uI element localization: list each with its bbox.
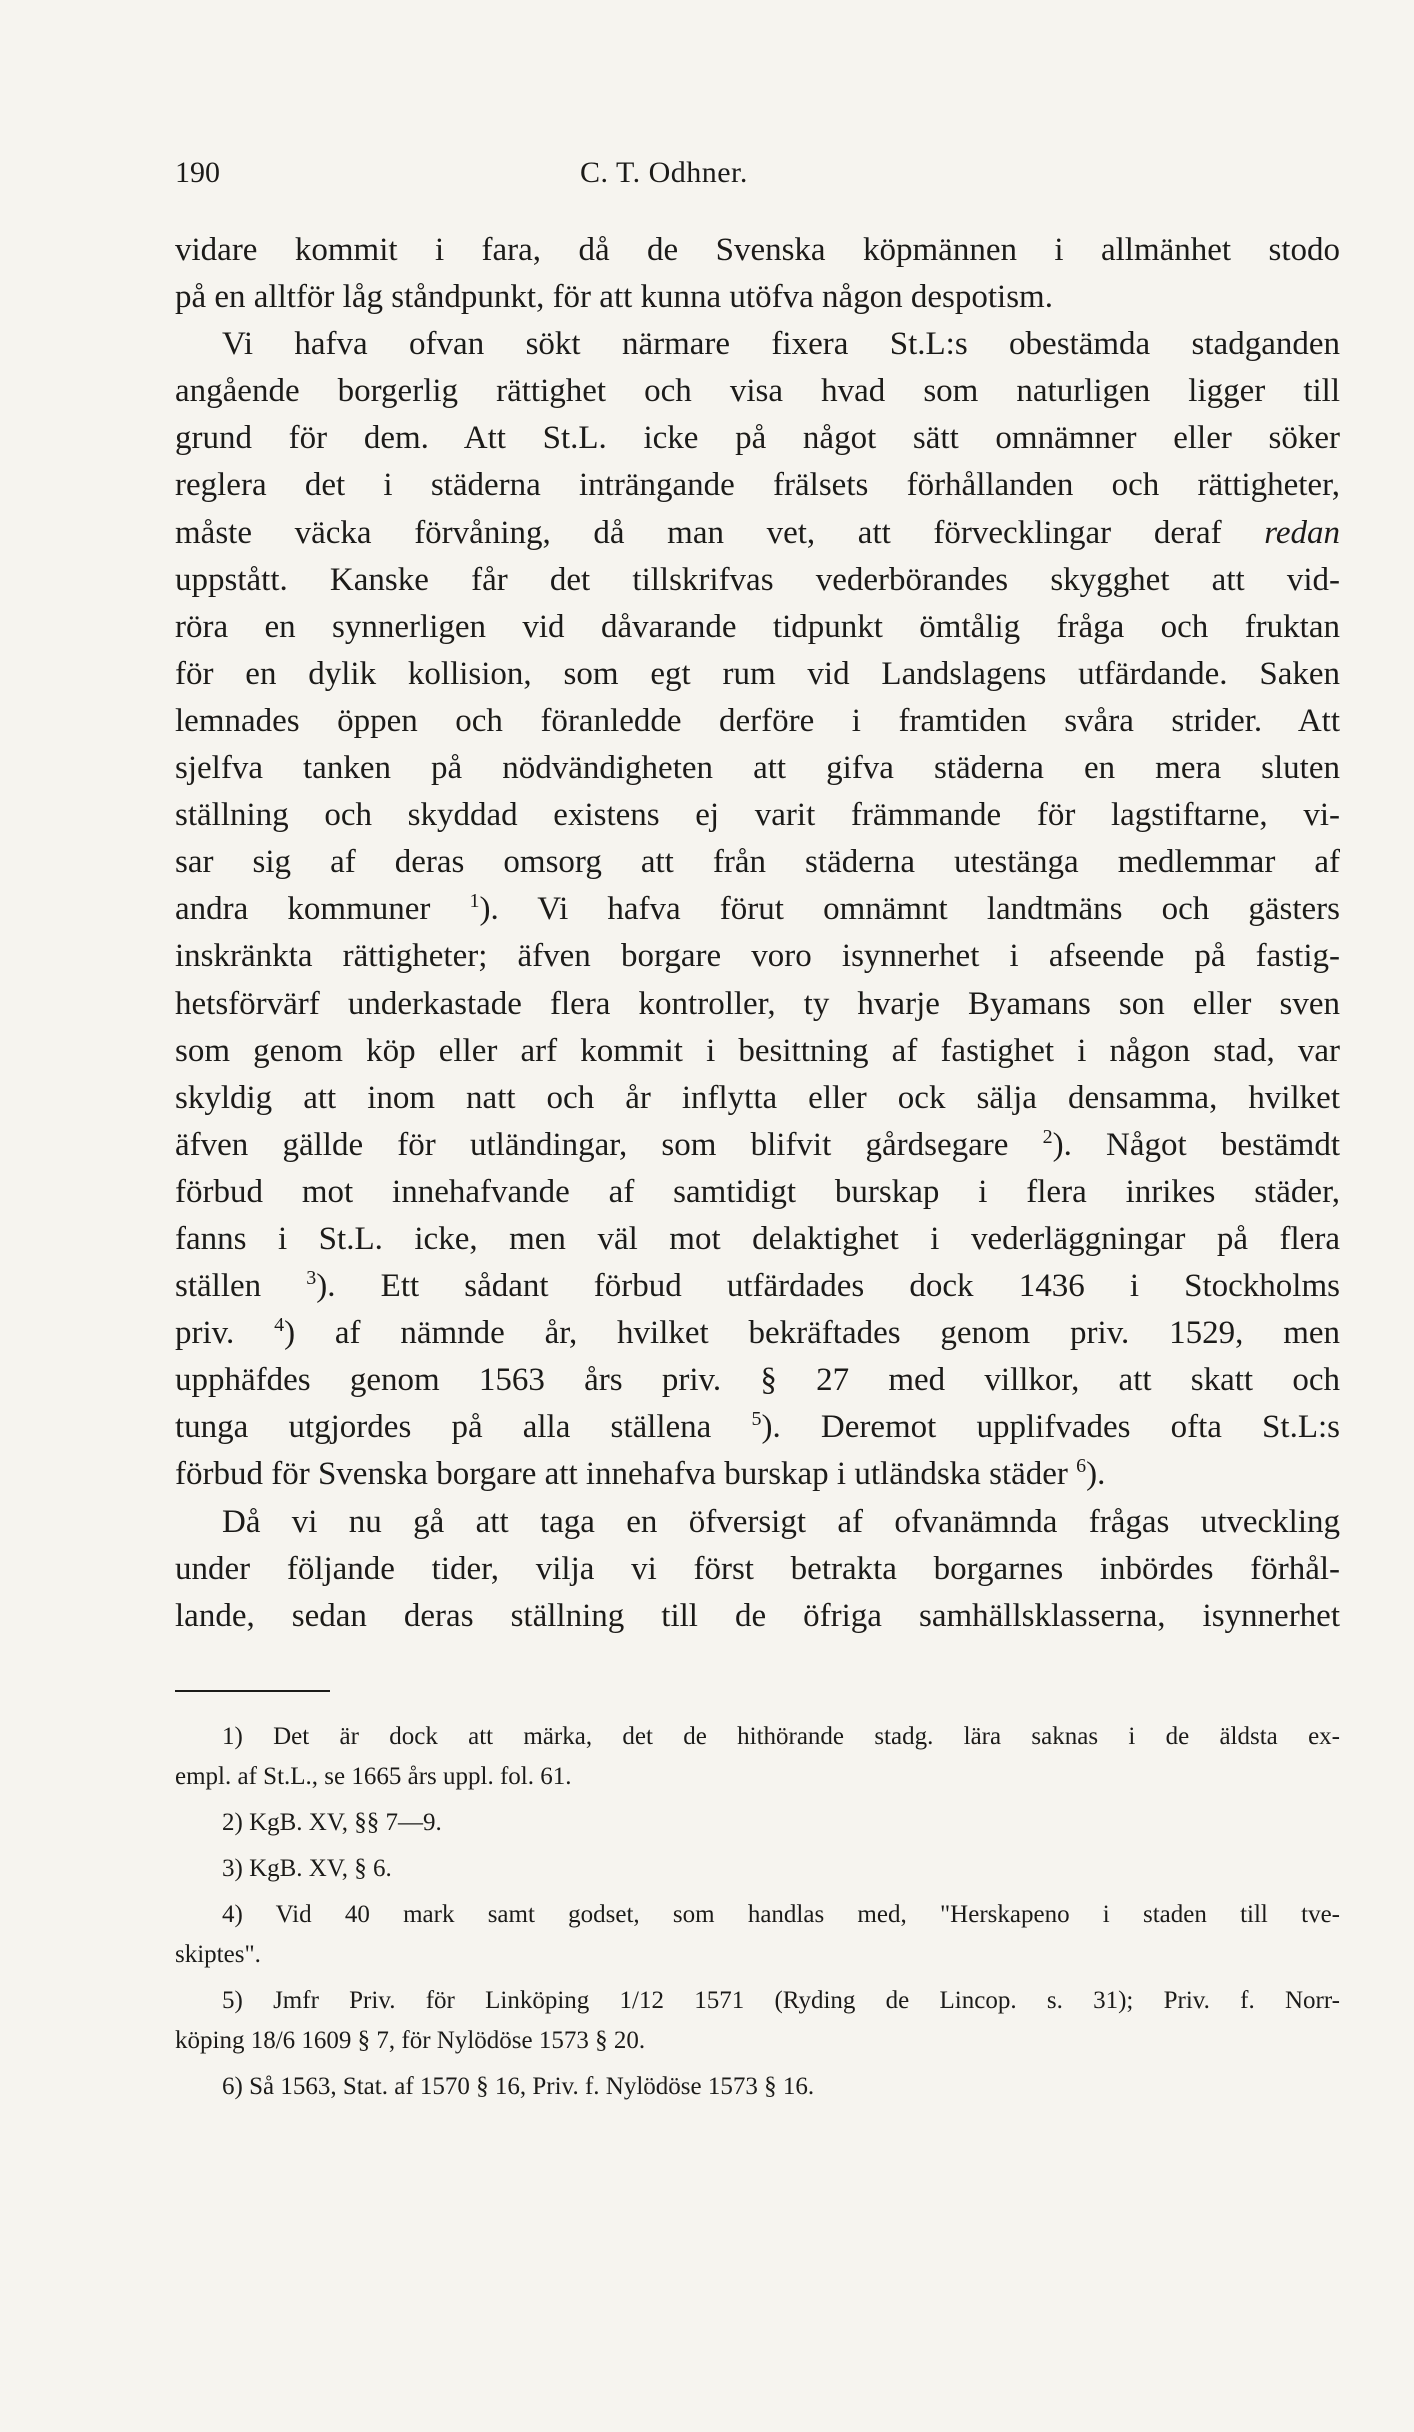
footnote-mark: 1 bbox=[469, 890, 480, 913]
text-line: sar sig af deras omsorg att från städerna utestänga medlemmar af bbox=[175, 844, 1340, 881]
footnote-line bbox=[175, 2021, 1340, 2061]
text-line: skyldig att inom natt och år inflytta eller ock sälja densamma, hvilket bbox=[175, 1079, 1340, 1116]
text-segment: ställen bbox=[175, 1268, 307, 1305]
footnote-1 bbox=[175, 1717, 1340, 1797]
paragraph bbox=[175, 321, 1340, 1498]
text-segment: andra kommuner bbox=[175, 891, 470, 928]
text-line: vidare kommit i fara, då de Svenska köpmännen i allmänhet stodo bbox=[175, 232, 1340, 268]
text-segment: 1609 § 7, för Nylödöse 1573 § 20. bbox=[295, 2027, 646, 2054]
footnote-line: empl. af St.L., se 1665 års uppl. fol. 61. bbox=[175, 1763, 572, 1790]
text-segment: ) af nämnde år, hvilket bekräftades genom priv. 1529, men bbox=[284, 1315, 1341, 1352]
footnote-mark: 3 bbox=[306, 1267, 317, 1290]
text-line: uppstått. Kanske får det tillskrifvas vederbörandes skygghet att vid- bbox=[175, 561, 1340, 598]
text-line: upphäfdes genom 1563 års priv. § 27 med villkor, att skatt och bbox=[175, 1362, 1340, 1399]
running-title: C. T. Odhner. bbox=[580, 156, 748, 189]
footnote-line: skiptes". bbox=[175, 1941, 261, 1968]
text-line: lemnades öppen och föranledde derföre i framtiden svåra strider. Att bbox=[175, 702, 1340, 739]
text-line bbox=[175, 1263, 1340, 1310]
footnote-line: 6) Så 1563, Stat. af 1570 § 16, Priv. f. Nylödöse 1573 § 16. bbox=[222, 2073, 815, 2100]
text-segment: måste väcka förvåning, då man vet, att förvecklingar deraf bbox=[175, 514, 1265, 551]
page-number: 190 bbox=[175, 156, 220, 189]
text-line bbox=[175, 1122, 1340, 1169]
text-segment: 1571 (Ryding de Lincop. s. 31); Priv. f. Norr- bbox=[663, 1987, 1341, 2014]
text-segment: äfven gällde för utländingar, som blifvit gårdsegare bbox=[175, 1126, 1043, 1163]
text-segment: ). bbox=[1086, 1456, 1106, 1493]
text-segment: köping bbox=[175, 2027, 251, 2054]
footnote-6 bbox=[175, 2067, 1340, 2107]
text-segment: priv. bbox=[175, 1315, 275, 1352]
text-segment: ). Ett sådant förbud utfärdades dock 1436 i Stockholms bbox=[316, 1268, 1340, 1305]
footnote-line: 1) Det är dock att märka, det de hithörande stadg. lära saknas i de äldsta ex- bbox=[222, 1723, 1340, 1750]
text-line: röra en synnerligen vid dåvarande tidpunkt ömtålig fråga och fruktan bbox=[175, 608, 1340, 645]
text-line bbox=[175, 886, 1340, 933]
text-line: förbud mot innehafvande af samtidigt burskap i flera inrikes städer, bbox=[175, 1173, 1340, 1210]
text-line: sjelfva tanken på nödvändigheten att gifva städerna en mera sluten bbox=[175, 750, 1340, 787]
paragraph bbox=[175, 227, 1340, 321]
main-text bbox=[175, 227, 1340, 1640]
page-header bbox=[175, 156, 1340, 196]
footnote-line: 3) KgB. XV, § 6. bbox=[222, 1855, 392, 1882]
text-line bbox=[175, 510, 1340, 557]
footnote-mark: 6 bbox=[1076, 1455, 1087, 1478]
text-segment: förbud för Svenska borgare att innehafva burskap i utländska städer bbox=[175, 1456, 1077, 1493]
text-line: Vi hafva ofvan sökt närmare fixera St.L:s obestämda stadganden bbox=[222, 326, 1340, 363]
date-fraction: 18/6 bbox=[250, 2027, 296, 2054]
footnote-mark: 5 bbox=[751, 1408, 762, 1431]
footnote-4 bbox=[175, 1895, 1340, 1975]
text-line: fanns i St.L. icke, men väl mot delaktighet i vederläggningar på flera bbox=[175, 1220, 1340, 1257]
date-fraction: 1/12 bbox=[619, 1987, 664, 2014]
text-line: för en dylik kollision, som egt rum vid Landslagens utfärdande. Saken bbox=[175, 655, 1340, 692]
text-line: angående borgerlig rättighet och visa hvad som naturligen ligger till bbox=[175, 373, 1340, 410]
text-segment: ). Deremot upplifvades ofta St.L:s bbox=[761, 1409, 1341, 1446]
text-line: inskränkta rättigheter; äfven borgare voro isynnerhet i afseende på fastig- bbox=[175, 938, 1340, 975]
footnote-mark: 4 bbox=[274, 1314, 285, 1337]
text-line: hetsförvärf underkastade flera kontroller, ty hvarje Byamans son eller sven bbox=[175, 985, 1340, 1022]
text-segment: ). Vi hafva förut omnämnt landtmäns och gästers bbox=[479, 891, 1340, 928]
text-segment: tunga utgjordes på alla ställena bbox=[175, 1409, 752, 1446]
text-line: ställning och skyddad existens ej varit främmande för lagstiftarne, vi- bbox=[175, 797, 1340, 834]
paragraph bbox=[175, 1499, 1340, 1640]
footnote-5 bbox=[175, 1981, 1340, 2061]
footnote-3 bbox=[175, 1849, 1340, 1889]
text-segment: ). Något bestämdt bbox=[1052, 1126, 1340, 1163]
text-line: Då vi nu gå att taga en öfversigt af ofvanämnda frågas utveckling bbox=[222, 1503, 1340, 1540]
footnote-separator bbox=[175, 1690, 330, 1692]
footnotes bbox=[175, 1717, 1340, 2113]
footnote-line: 4) Vid 40 mark samt godset, som handlas med, "Herskapeno i staden till tve- bbox=[222, 1901, 1340, 1928]
footnote-line: 2) KgB. XV, §§ 7—9. bbox=[222, 1809, 442, 1836]
text-line bbox=[175, 1404, 1340, 1451]
text-line: som genom köp eller arf kommit i besittning af fastighet i någon stad, var bbox=[175, 1032, 1340, 1069]
footnote-mark: 2 bbox=[1042, 1125, 1053, 1148]
text-line bbox=[175, 1310, 1340, 1357]
text-line: på en alltför låg ståndpunkt, för att kunna utöfva någon despotism. bbox=[175, 279, 1053, 316]
text-line: lande, sedan deras ställning till de öfriga samhällsklasserna, isynnerhet bbox=[175, 1597, 1340, 1634]
text-line: under följande tider, vilja vi först betrakta borgarnes inbördes förhål- bbox=[175, 1550, 1340, 1587]
text-line: grund för dem. Att St.L. icke på något sätt omnämner eller söker bbox=[175, 420, 1340, 457]
footnote-line bbox=[175, 1981, 1340, 2021]
footnote-2 bbox=[175, 1803, 1340, 1843]
text-line bbox=[175, 1451, 1340, 1498]
text-line: reglera det i städerna inträngande frälsets förhållanden och rättigheter, bbox=[175, 467, 1340, 504]
text-segment: 5) Jmfr Priv. för Linköping bbox=[222, 1987, 620, 2014]
italic-word: redan bbox=[1264, 514, 1340, 551]
